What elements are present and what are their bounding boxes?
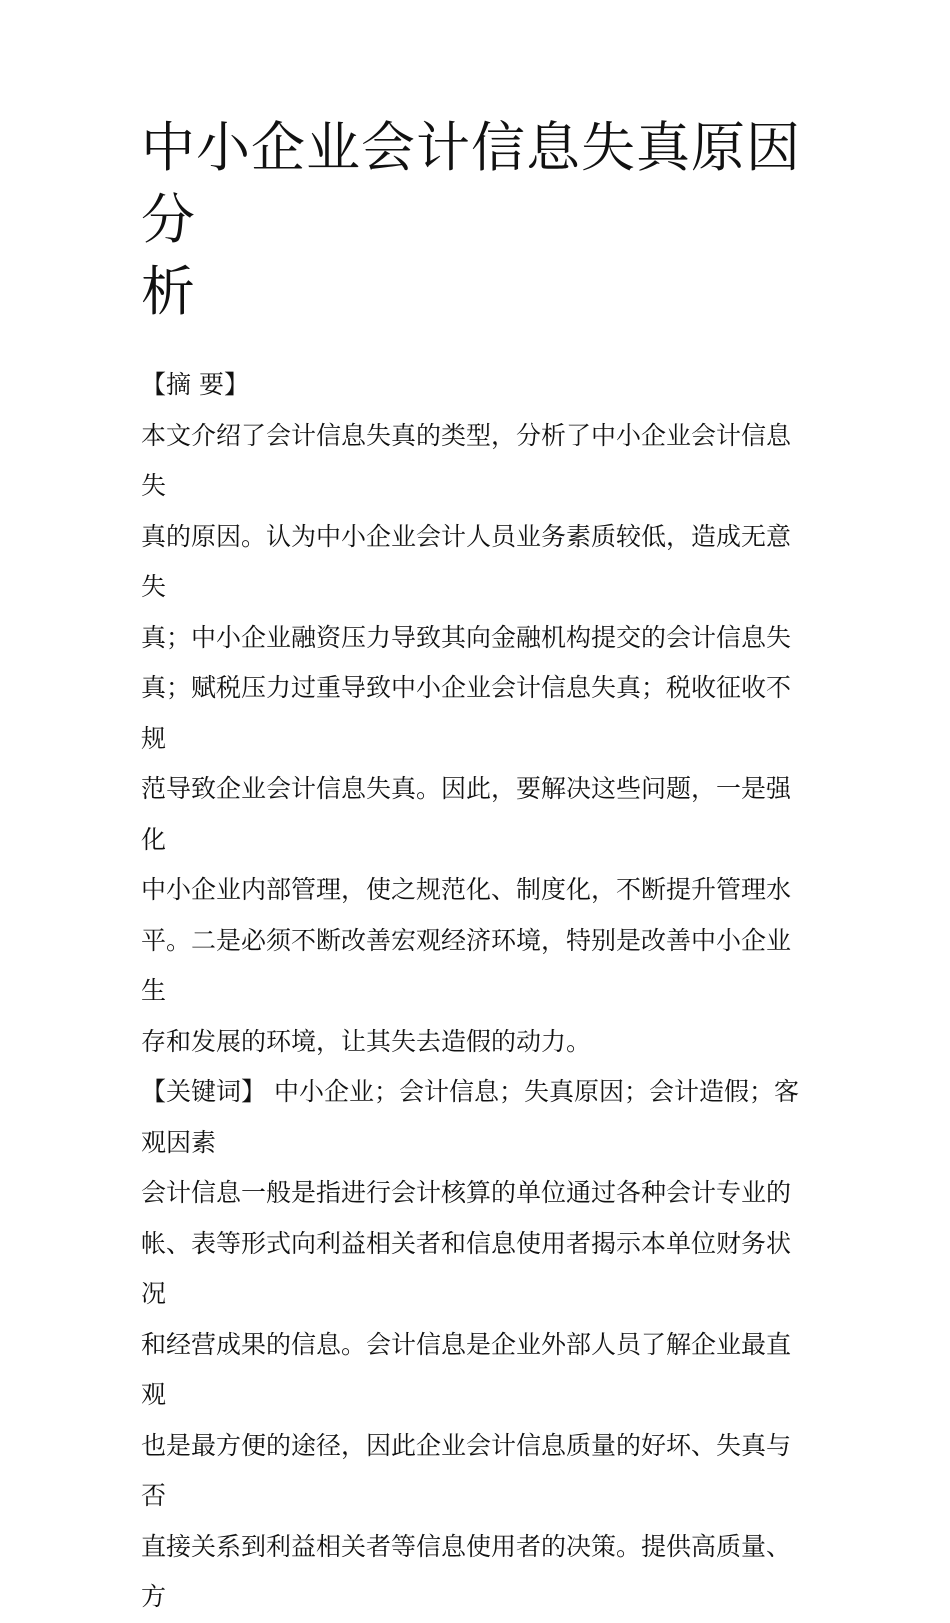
document-content	[141, 112, 813, 1623]
abstract-label: 【摘 要】	[141, 370, 249, 399]
abstract-text: 本文介绍了会计信息失真的类型，分析了中小企业会计信息失 真的原因。认为中小企业会计人员业务素质较低，造成无意失 真；中小企业融资压力导致其向金融机构提交的会计信息失 真；赋税压力过重导致中小企业会计信息失真；税收征收不规 范导致企业会计信息失真。因此，要解决这些问题，一是强化 中小企业内部管理，使之规范化、制度化，不断提升管理水 平。二是必须不断改善宏观经济环境，特别是改善中小企业生 存和发展的环境，让其失去造假的动力。	[141, 420, 792, 1056]
document-title: 中小企业会计信息失真原因分 析	[141, 116, 801, 323]
keywords-text: 【关键词】 中小企业；会计信息；失真原因；会计造假；客 观因素	[141, 1077, 799, 1157]
body-paragraph: 会计信息一般是指进行会计核算的单位通过各种会计专业的 帐、表等形式向利益相关者和信息使用者揭示本单位财务状况 和经营成果的信息。会计信息是企业外部人员了解企业最直观 也是最方便的途径，因此企业会计信息质量的好坏、失真与否 直接关系到利益相关者等信息使用者的决策。提供高质量、方	[141, 1178, 792, 1611]
